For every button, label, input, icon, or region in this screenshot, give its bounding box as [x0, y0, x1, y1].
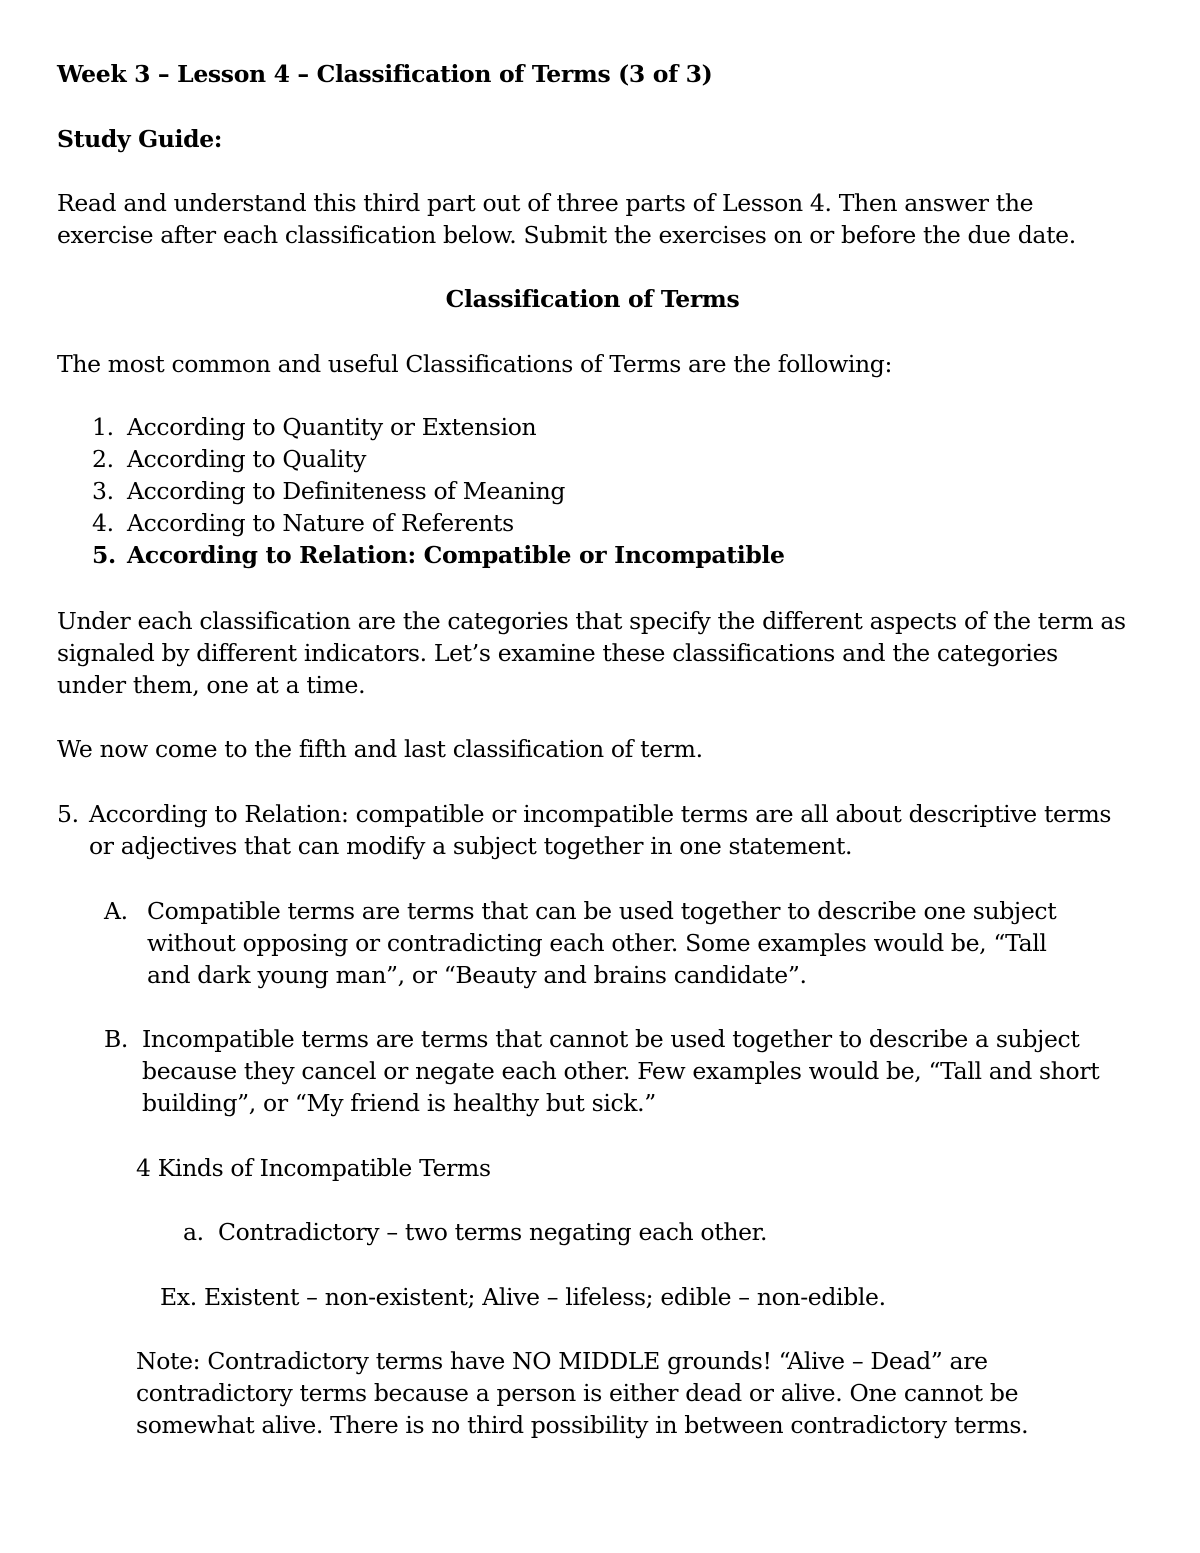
kind-a-text: Contradictory – two terms negating each other. — [218, 1218, 768, 1246]
item5-line-1: According to Relation: compatible or incompatible terms are all about descriptive terms — [89, 800, 1112, 828]
item-b-line-2: because they cancel or negate each other. Few examples would be, “Tall and short — [142, 1057, 1100, 1085]
list-item-number: 1. — [92, 413, 114, 441]
item-b-line-1: Incompatible terms are terms that cannot be used together to describe a subject — [142, 1025, 1080, 1053]
item-a-line-1: Compatible terms are terms that can be used together to describe one subject — [147, 897, 1057, 925]
item-a-line-2: without opposing or contradicting each other. Some examples would be, “Tall — [147, 929, 1047, 957]
note-line-2: contradictory terms because a person is either dead or alive. One cannot be — [136, 1379, 1019, 1407]
intro-line-1: Read and understand this third part out of three parts of Lesson 4. Then answer the — [57, 189, 1034, 217]
document-title: Week 3 – Lesson 4 – Classification of Terms (3 of 3) — [57, 60, 713, 88]
list-item-number: 3. — [92, 477, 114, 505]
fifth-intro: We now come to the fifth and last classification of term. — [57, 735, 703, 763]
intro-line-2: exercise after each classification below. Submit the exercises on or before the due date. — [57, 221, 1076, 249]
example-line: Ex. Existent – non-existent; Alive – lifeless; edible – non-edible. — [160, 1283, 886, 1311]
section-heading: Classification of Terms — [445, 285, 740, 313]
item-b-letter: B. — [104, 1025, 129, 1053]
list-item: According to Quantity or Extension — [127, 413, 537, 441]
common-intro: The most common and useful Classifications of Terms are the following: — [57, 350, 893, 378]
item5-line-2: or adjectives that can modify a subject together in one statement. — [89, 832, 853, 860]
note-line-1: Note: Contradictory terms have NO MIDDLE grounds! “Alive – Dead” are — [136, 1347, 988, 1375]
item-a-line-3: and dark young man”, or “Beauty and brains candidate”. — [147, 961, 807, 989]
item-a-letter: A. — [104, 897, 128, 925]
item-b-line-3: building”, or “My friend is healthy but sick.” — [142, 1089, 656, 1117]
list-item: According to Nature of Referents — [127, 509, 514, 537]
study-guide-heading: Study Guide: — [57, 125, 223, 153]
categories-line-1: Under each classification are the categories that specify the different aspects of the term as — [57, 607, 1126, 635]
list-item-number: 2. — [92, 445, 114, 473]
list-item-number: 5. — [92, 541, 116, 569]
list-item: According to Relation: Compatible or Incompatible — [127, 541, 785, 569]
list-item-number: 4. — [92, 509, 114, 537]
item5-number: 5. — [57, 800, 79, 828]
kinds-heading: 4 Kinds of Incompatible Terms — [136, 1154, 491, 1182]
list-item: According to Quality — [127, 445, 367, 473]
kind-a-letter: a. — [183, 1218, 204, 1246]
note-line-3: somewhat alive. There is no third possibility in between contradictory terms. — [136, 1411, 1029, 1439]
categories-line-3: under them, one at a time. — [57, 671, 366, 699]
list-item: According to Definiteness of Meaning — [127, 477, 566, 505]
categories-line-2: signaled by different indicators. Let’s examine these classifications and the categories — [57, 639, 1058, 667]
